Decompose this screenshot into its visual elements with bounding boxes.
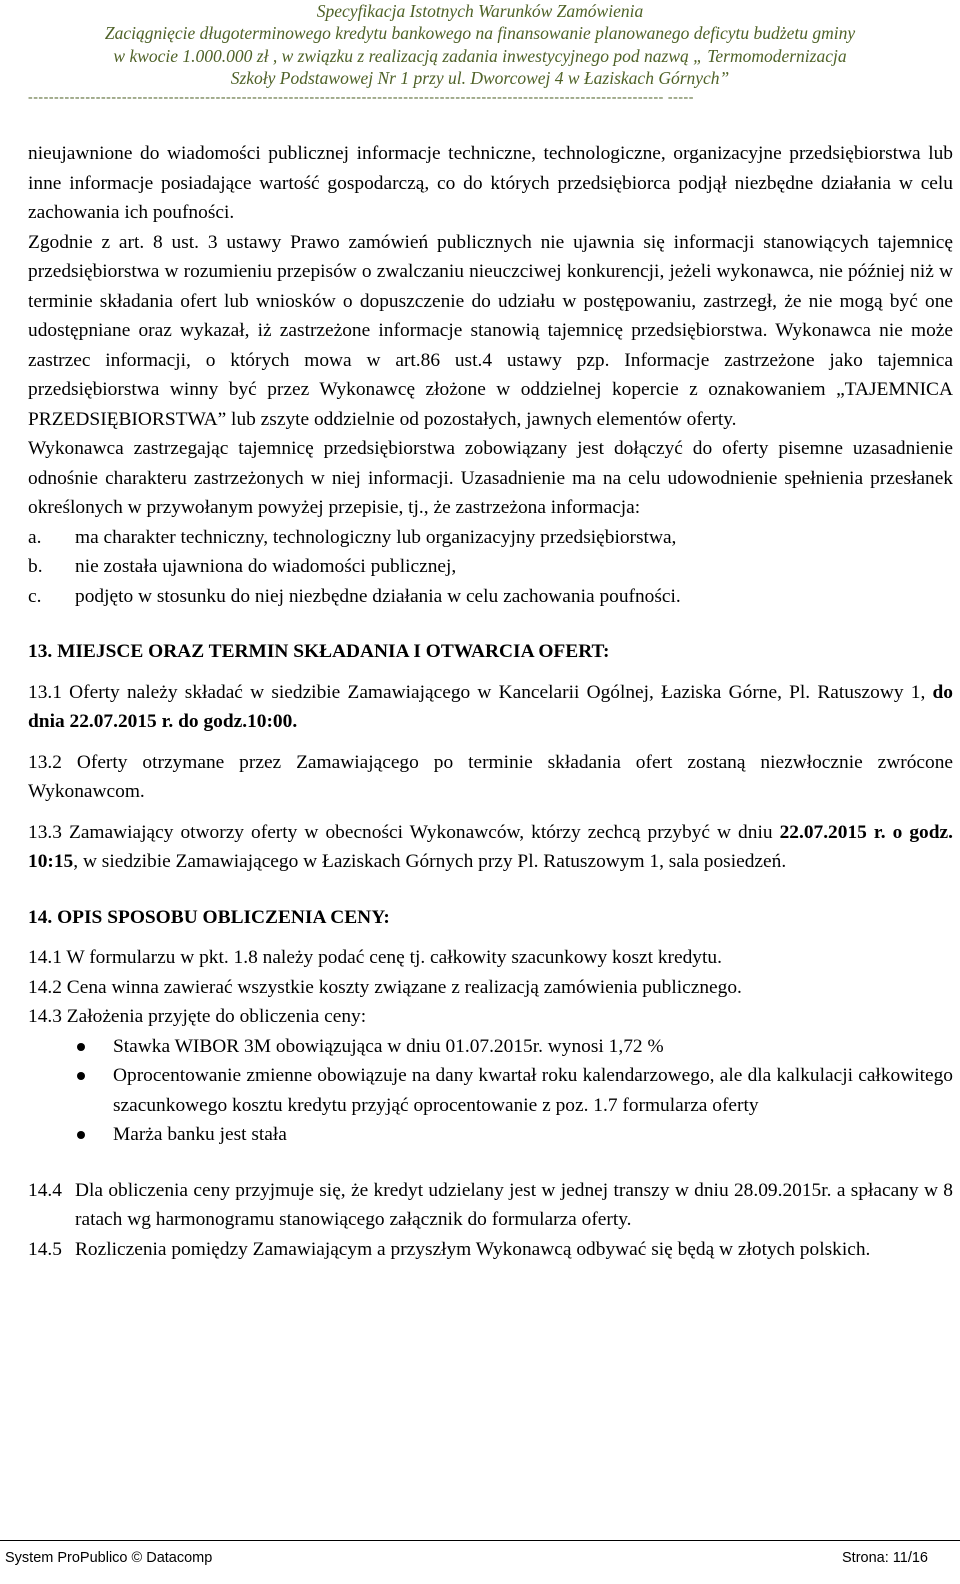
bullet-icon <box>77 1072 85 1080</box>
section-14-2: 14.2 Cena winna zawierać wszystkie koszty związane z realizacją zamówienia publicznego. <box>28 976 742 998</box>
list-item <box>28 582 953 612</box>
bullet-icon <box>77 1131 85 1139</box>
section-13-3 <box>28 818 953 877</box>
section-14-5-label: 14.5 <box>28 1238 62 1260</box>
section-14-5 <box>28 1235 953 1265</box>
section-14-heading: 14. OPIS SPOSOBU OBLICZENIA CENY: <box>28 906 390 928</box>
list-item-label: a. <box>28 526 42 548</box>
list-item-text: podjęto w stosunku do niej niezbędne działania w celu zachowania poufności. <box>75 585 681 607</box>
section-13-heading: 13. MIEJSCE ORAZ TERMIN SKŁADANIA I OTWARCIA OFERT: <box>28 641 610 662</box>
section-13-3-text: 13.3 Zamawiający otworzy oferty w obecności Wykonawców, którzy zechcą przybyć w dniu <box>28 821 780 843</box>
list-item-text: nie została ujawniona do wiadomości publicznej, <box>75 556 457 577</box>
paragraph-trade-secret-rules: Zgodnie z art. 8 ust. 3 ustawy Prawo zamówień publicznych nie ujawnia się informacji stanowiących tajemnicę przedsiębiorstwa w rozumieniu przepisów o zwalczaniu nieuczciwej konkurencji, jeżeli wykonawca, nie później niż w terminie składania ofert lub wniosków o dopuszczenie do udziału w postępowaniu, zastrzegł, że nie mogą być one udostępniane oraz wykazał, iż zastrzeżone informacje stanowią tajemnicę przedsiębiorstwa. Wykonawca nie może zastrzec informacji, o których mowa w art.86 ust.4 ustawy pzp. Informacje zastrzeżone jako tajemnica przedsiębiorstwa winny być przez Wykonawcę złożone w oddzielnej kopercie z oznakowaniem „TAJEMNICA PRZEDSIĘBIORSTWA” lub zszyte oddzielnie od pozostałych, jawnych elementów oferty. <box>28 231 953 430</box>
footer-divider <box>0 1540 960 1541</box>
list-item-label: c. <box>28 585 42 607</box>
list-item <box>28 552 953 582</box>
section-13-2: 13.2 Oferty otrzymane przez Zamawiającego po terminie składania ofert zostaną niezwłocznie zwrócone Wykonawcom. <box>28 751 953 802</box>
section-14-4-text: Dla obliczenia ceny przyjmuje się, że kredyt udzielany jest w jednej transzy w dniu 28.09.2015r. a spłacany w 8 ratach wg harmonogramu stanowiącego załącznik do formularza oferty. <box>75 1179 953 1230</box>
header-separator: -------------------------------------------------------------------------------------------------------------------------- ----- <box>28 90 694 105</box>
list-item <box>28 523 953 553</box>
section-14-5-text: Rozliczenia pomiędzy Zamawiającym a przyszłym Wykonawcą odbywać się będą w złotych polskich. <box>75 1238 871 1260</box>
section-13-1-deadline: do dnia 22.07.2015 r. do godz.10:00. <box>28 681 953 732</box>
header-subject-line-2: w kwocie 1.000.000 zł , w związku z realizacją zadania inwestycyjnego pod nazwą „ Termomodernizacja <box>113 46 847 66</box>
paragraph-justification: Wykonawca zastrzegając tajemnicę przedsiębiorstwa zobowiązany jest dołączyć do oferty pisemne uzasadnienie odnośnie charakteru zastrzeżonych w niej informacji. Uzasadnienie ma na celu udowodnienie spełnienia przesłanek określonych w przywołanym powyżej przepisie, tj., że zastrzeżona informacja: <box>28 438 953 518</box>
paragraph-trade-secret-definition: nieujawnione do wiadomości publicznej informacje techniczne, technologiczne, organizacyjne przedsiębiorstwa lub inne informacje posiadające wartość gospodarczą, co do których przedsiębiorca podjął niezbędne działania w celu zachowania ich poufności. <box>28 143 953 223</box>
section-14-4-label: 14.4 <box>28 1179 62 1201</box>
list-item-label: b. <box>28 556 43 577</box>
section-13-3-date: 22.07.2015 r. o godz. <box>779 821 953 843</box>
footer-page-number: Strona: 11/16 <box>842 1550 928 1566</box>
document-header <box>0 0 960 110</box>
header-subject-line-3: Szkoły Podstawowej Nr 1 przy ul. Dworcowej 4 w Łaziskach Górnych” <box>230 68 730 88</box>
bullet-item <box>28 1120 953 1150</box>
document-body <box>28 139 953 1264</box>
section-13-3-time: 10:15 <box>28 851 74 872</box>
section-14-1: 14.1 W formularzu w pkt. 1.8 należy podać cenę tj. całkowity szacunkowy koszt kredytu. <box>28 947 722 968</box>
section-14-4 <box>28 1176 953 1235</box>
header-title: Specyfikacja Istotnych Warunków Zamówienia <box>316 1 644 21</box>
bullet-text: Oprocentowanie zmienne obowiązuje na dany kwartał roku kalendarzowego, ale dla kalkulacji całkowitego szacunkowego kosztu kredytu przyjąć oprocentowanie z poz. 1.7 formularza oferty <box>113 1065 953 1116</box>
bullet-item <box>28 1032 953 1062</box>
section-14-3: 14.3 Założenia przyjęte do obliczenia ceny: <box>28 1006 367 1027</box>
bullet-item <box>28 1061 953 1120</box>
section-13-1-text: 13.1 Oferty należy składać w siedzibie Zamawiającego w Kancelarii Ogólnej, Łaziska Górne, Pl. Ratuszowy 1, <box>28 681 933 703</box>
header-subject-line-1: Zaciągnięcie długoterminowego kredytu bankowego na finansowanie planowanego deficytu budżetu gminy <box>104 23 856 43</box>
bullet-text: Stawka WIBOR 3M obowiązująca w dniu 01.07.2015r. wynosi 1,72 % <box>113 1035 664 1057</box>
list-item-text: ma charakter techniczny, technologiczny lub organizacyjny przedsiębiorstwa, <box>75 526 677 548</box>
bullet-text: Marża banku jest stała <box>113 1124 287 1145</box>
assumption-list <box>28 1032 953 1150</box>
condition-list <box>28 523 953 612</box>
bullet-icon <box>77 1043 85 1051</box>
footer-system-name: System ProPublico © Datacomp <box>5 1550 213 1566</box>
section-13-3-tail: , w siedzibie Zamawiającego w Łaziskach Górnych przy Pl. Ratuszowym 1, sala posiedzeń. <box>73 851 787 872</box>
section-13-1 <box>28 678 953 737</box>
